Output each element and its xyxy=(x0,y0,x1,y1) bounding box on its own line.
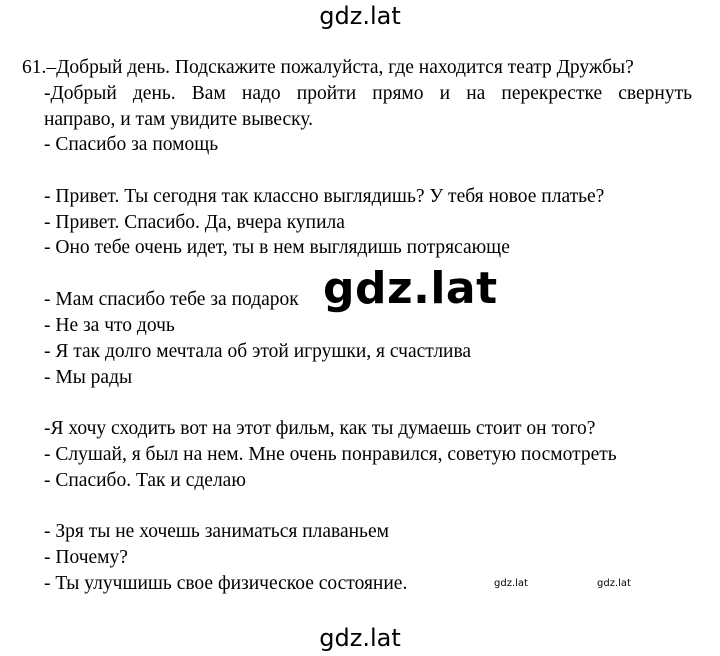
text-line-13: - Слушай, я был на нем. Мне очень понравился, советую посмотреть xyxy=(44,444,617,465)
text-line-6: - Привет. Спасибо. Да, вчера купила xyxy=(44,212,345,233)
text-line-8: - Мам спасибо тебе за подарок xyxy=(44,289,299,310)
watermark-bottom: gdz.lat xyxy=(319,624,401,652)
text-line-5: - Привет. Ты сегодня так классно выглядишь? У тебя новое платье? xyxy=(44,186,605,207)
text-line-3: направо, и там увидите вывеску. xyxy=(44,109,314,130)
watermark-center: gdz.lat xyxy=(323,263,498,314)
text-line-16: - Почему? xyxy=(44,547,128,568)
text-line-7: - Оно тебе очень идет, ты в нем выглядишь потрясающе xyxy=(44,237,510,258)
text-line-4: - Спасибо за помощь xyxy=(44,134,219,155)
text-line-1: 61.–Добрый день. Подскажите пожалуйста, где находится театр Дружбы? xyxy=(22,57,634,78)
watermark-top: gdz.lat xyxy=(319,2,401,30)
text-line-17: - Ты улучшишь свое физическое состояние. xyxy=(44,573,408,594)
text-line-15: - Зря ты не хочешь заниматься плаваньем xyxy=(44,521,389,542)
text-line-12: -Я хочу сходить вот на этот фильм, как ты думаешь стоит он того? xyxy=(44,418,596,439)
text-line-2: -Добрый день. Вам надо пройти прямо и на перекрестке свернуть xyxy=(44,83,692,104)
text-line-14: - Спасибо. Так и сделаю xyxy=(44,470,246,491)
text-line-9: - Не за что дочь xyxy=(44,315,175,336)
watermark-small-2: gdz.lat xyxy=(597,578,631,589)
watermark-small-1: gdz.lat xyxy=(494,578,528,589)
text-line-10: - Я так долго мечтала об этой игрушки, я счастлива xyxy=(44,341,472,362)
text-line-11: - Мы рады xyxy=(44,367,133,388)
